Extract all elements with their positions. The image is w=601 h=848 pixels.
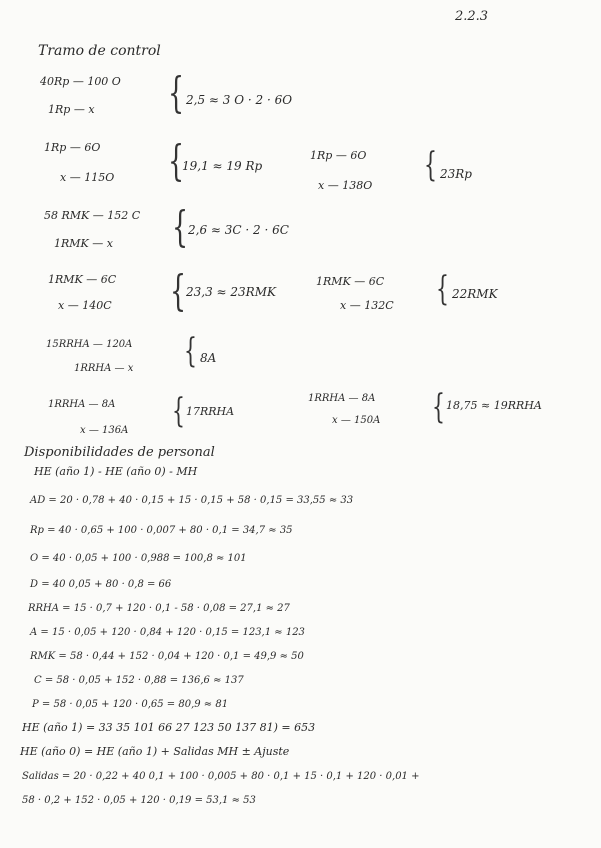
- equation-line: C = 58 · 0,05 + 152 · 0,88 = 136,6 ≈ 137: [34, 675, 244, 686]
- equation-line: RMK = 58 · 0,44 + 152 · 0,04 + 120 · 0,1 = 49,9 ≈ 50: [30, 651, 304, 662]
- equation-line: RRHA = 15 · 0,7 + 120 · 0,1 - 58 · 0,08 = 27,1 ≈ 27: [28, 603, 290, 614]
- calc-line: 1RMK — x: [54, 237, 113, 250]
- brace: {: [184, 331, 197, 371]
- equation-line: HE (año 0) = HE (año 1) + Salidas MH ± Ajuste: [20, 745, 290, 758]
- calc-line: 1RRHA — 8A: [48, 399, 116, 410]
- equation-line: AD = 20 · 0,78 + 40 · 0,15 + 15 · 0,15 + 58 · 0,15 = 33,55 ≈ 33: [30, 495, 354, 506]
- calc-result: 22RMK: [452, 287, 498, 301]
- equation-line: 58 · 0,2 + 152 · 0,05 + 120 · 0,19 = 53,1 ≈ 53: [22, 795, 256, 806]
- brace: {: [170, 266, 187, 315]
- calc-result: 23Rp: [440, 167, 472, 181]
- calc-line: x — 132C: [340, 299, 394, 312]
- equation-line: Salidas = 20 · 0,22 + 40 0,1 + 100 · 0,005 + 80 · 0,1 + 15 · 0,1 + 120 · 0,01 +: [22, 771, 420, 782]
- calc-result: 17RRHA: [186, 405, 235, 418]
- calc-line: 1Rp — 6O: [44, 141, 101, 154]
- calc-line: 1RMK — 6C: [316, 275, 385, 288]
- calc-result: 2,6 ≈ 3C · 2 · 6C: [188, 223, 289, 237]
- calc-line: x — 140C: [58, 299, 112, 312]
- calc-line: x — 150A: [332, 415, 381, 426]
- calc-result: 19,1 ≈ 19 Rp: [182, 159, 263, 173]
- equation-line: O = 40 · 0,05 + 100 · 0,988 = 100,8 ≈ 101: [30, 553, 247, 564]
- calc-line: 40Rp — 100 O: [40, 75, 121, 88]
- calc-result: 2,5 ≈ 3 O · 2 · 6O: [186, 93, 293, 107]
- page-title: Tramo de control: [38, 43, 161, 59]
- brace: {: [168, 136, 185, 185]
- calc-line: 1Rp — x: [48, 103, 95, 116]
- page-number: 2.2.3: [455, 9, 489, 24]
- calc-line: 58 RMK — 152 C: [44, 209, 141, 222]
- calc-result: 8A: [200, 351, 217, 365]
- equation-line: Rp = 40 · 0,65 + 100 · 0,007 + 80 · 0,1 = 34,7 ≈ 35: [30, 525, 293, 536]
- calc-line: x — 138O: [318, 179, 373, 192]
- calc-line: 1RRHA — 8A: [308, 393, 376, 404]
- brace: {: [424, 145, 437, 185]
- calc-line: 1RRHA — x: [74, 363, 134, 374]
- section-title: Disponibilidades de personal: [24, 445, 215, 460]
- calc-line: 1Rp — 6O: [310, 149, 367, 162]
- brace: {: [172, 202, 189, 251]
- calc-line: x — 115O: [60, 171, 115, 184]
- equation-line: HE (año 1) - HE (año 0) - MH: [34, 465, 198, 478]
- equation-line: P = 58 · 0,05 + 120 · 0,65 = 80,9 ≈ 81: [32, 699, 229, 710]
- calc-line: 15RRHA — 120A: [46, 339, 133, 350]
- equation-line: D = 40 0,05 + 80 · 0,8 = 66: [30, 579, 172, 590]
- equation-line: A = 15 · 0,05 + 120 · 0,84 + 120 · 0,15 = 123,1 ≈ 123: [30, 627, 305, 638]
- brace: {: [432, 387, 445, 427]
- brace: {: [168, 68, 185, 117]
- calc-result: 23,3 ≈ 23RMK: [186, 285, 276, 299]
- calc-line: 1RMK — 6C: [48, 273, 117, 286]
- calc-result: 18,75 ≈ 19RRHA: [446, 399, 542, 412]
- brace: {: [436, 269, 449, 309]
- equation-line: HE (año 1) = 33 35 101 66 27 123 50 137 81) = 653: [22, 721, 316, 734]
- calc-line: x — 136A: [80, 425, 129, 436]
- brace: {: [172, 391, 185, 431]
